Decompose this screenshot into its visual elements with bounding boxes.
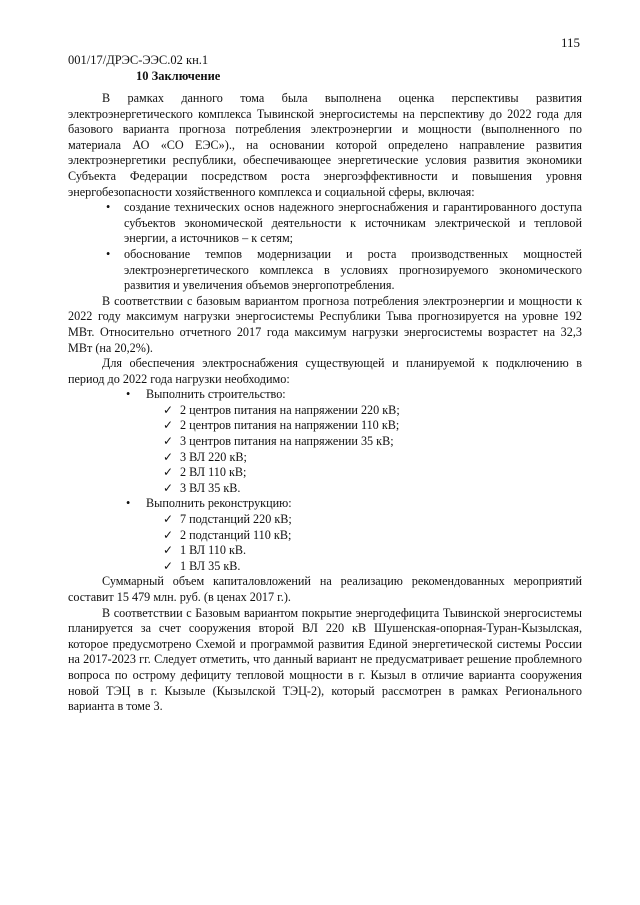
document-code: 001/17/ДРЭС-ЭЭС.02 кн.1 — [68, 53, 209, 67]
reconstruction-label: Выполнить реконструкцию: — [146, 496, 292, 511]
intro-paragraph: В рамках данного тома была выполнена оценка перспективы развития электроэнергетического комплекса Тывинской энергосистемы на перспективу до 2022 года для базового варианта прогноза потребления электроэнергии и мощности (выполненного по материала АО «СО ЕЭС»)., на основании которой определено направление развития электроэнергетики республики, обеспечивающее энергетические условия развития экономики Субъекта Федерации посредством роста энергоэффективности и повышения уровня энергобезопасности хозяйственного комплекса и социальной сферы, включая: — [68, 91, 582, 199]
list-item — [68, 403, 582, 419]
list-item — [68, 418, 582, 434]
needs-paragraph: Для обеспечения электроснабжения существующей и планируемой к подключению в период до 2022 года нагрузки необходимо: — [68, 356, 582, 386]
document-body — [68, 91, 582, 715]
list-item — [68, 528, 582, 544]
checkmark-icon: ✓ — [163, 543, 174, 558]
list-item — [68, 387, 582, 403]
bullet-icon: • — [126, 496, 131, 511]
final-paragraph: В соответствии с Базовым вариантом покрытие энергодефицита Тывинской энергосистемы планируется за счет сооружения второй ВЛ 220 кВ Шушенская-опорная-Туран-Кызылская, которое предусмотрено Схемой и программой развития Единой энергетической системы России на 2017-2023 гг. Следует отметить, что данный вариант не предусматривает решение проблемного вопроса по острому дефициту тепловой мощности в г. Кызыл в отличие варианта сооружения новой ТЭЦ в г. Кызыле (Кызылской ТЭЦ-2), который рассмотрен в рамках Регионального варианта в томе 3. — [68, 605, 582, 714]
list-item — [68, 496, 582, 512]
reconstruction-items — [68, 512, 582, 574]
list-item-text: создание технических основ надежного энергоснабжения и гарантированного доступа субъектов экономической деятельности к источникам электрической и тепловой энергии, а источников – к сетям; — [124, 200, 582, 246]
list-item-text: 3 центров питания на напряжении 35 кВ; — [180, 434, 394, 449]
section-heading: 10 Заключение — [136, 69, 221, 83]
checkmark-icon: ✓ — [163, 480, 174, 495]
list-item-text: 2 подстанций 110 кВ; — [180, 527, 292, 542]
list-item — [68, 434, 582, 450]
list-item-text: 2 центров питания на напряжении 110 кВ; — [180, 418, 400, 433]
checkmark-icon: ✓ — [163, 465, 174, 480]
list-item — [68, 465, 582, 481]
construction-items — [68, 403, 582, 497]
checkmark-icon: ✓ — [163, 418, 174, 433]
construction-list — [68, 387, 582, 403]
checkmark-icon: ✓ — [163, 558, 174, 573]
bullet-icon: • — [106, 246, 111, 261]
checkmark-icon: ✓ — [163, 527, 174, 542]
list-item-text: 1 ВЛ 35 кВ. — [180, 558, 241, 573]
forecast-paragraph: В соответствии с базовым вариантом прогноза потребления электроэнергии и мощности к 2022 году максимум нагрузки энергосистемы Республики Тыва прогнозируется на уровне 192 МВт. Относительно отчетного 2017 года максимум нагрузки энергосистемы возрастет на 32,3 МВт (на 20,2%). — [68, 293, 582, 355]
list-item-text: 3 ВЛ 220 кВ; — [180, 449, 247, 464]
bullet-icon: • — [126, 387, 131, 402]
bullet-icon: • — [106, 200, 111, 215]
list-item — [68, 200, 582, 247]
list-item — [68, 247, 582, 294]
list-item — [68, 512, 582, 528]
list-item — [68, 450, 582, 466]
capex-paragraph: Суммарный объем капиталовложений на реализацию рекомендованных мероприятий составит 15 479 млн. руб. (в ценах 2017 г.). — [68, 574, 582, 604]
list-item — [68, 481, 582, 497]
list-item-text: 1 ВЛ 110 кВ. — [180, 543, 247, 558]
list-item-text: 7 подстанций 220 кВ; — [180, 512, 292, 527]
reconstruction-list — [68, 496, 582, 512]
list-item — [68, 543, 582, 559]
construction-label: Выполнить строительство: — [146, 387, 286, 402]
checkmark-icon: ✓ — [163, 434, 174, 449]
checkmark-icon: ✓ — [163, 449, 174, 464]
list-item-text: обоснование темпов модернизации и роста производственных мощностей электроэнергетического комплекса в условиях прогнозируемого экономического развития и увеличения объемов энергопотребления. — [124, 246, 582, 293]
list-item — [68, 559, 582, 575]
page-number: 115 — [560, 35, 580, 50]
list-item-text: 2 центров питания на напряжении 220 кВ; — [180, 402, 400, 417]
list-item-text: 2 ВЛ 110 кВ; — [180, 465, 247, 480]
checkmark-icon: ✓ — [163, 512, 174, 527]
list-item-text: 3 ВЛ 35 кВ. — [180, 480, 241, 495]
intro-bullet-list — [68, 200, 582, 294]
checkmark-icon: ✓ — [163, 402, 174, 417]
